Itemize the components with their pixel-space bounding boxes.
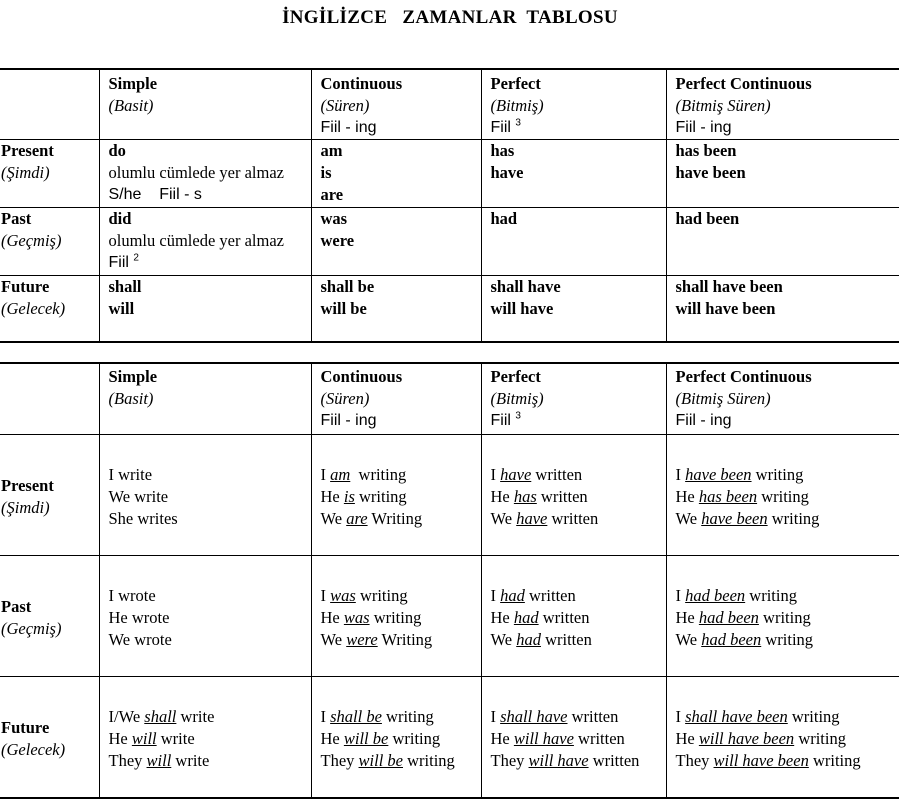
auxiliary-row-present	[0, 140, 899, 208]
aux-present-simple: do olumlu cümlede yer almaz S/he Fiil - s	[99, 140, 311, 208]
auxiliary-row-past	[0, 208, 899, 276]
example-present-continuous: I am writing He is writing We are Writing	[311, 435, 481, 556]
example-future-continuous: I shall be writing He will be writing They will be writing	[311, 677, 481, 799]
aux-present-perfect: has have	[481, 140, 666, 208]
header-perfect-continuous: Perfect Continuous (Bitmiş Süren) Fiil - ing	[666, 69, 899, 140]
example-present-perfect: I have written He has written We have written	[481, 435, 666, 556]
aux-future-perfect-continuous: shall have been will have been	[666, 276, 899, 343]
header-perfect: Perfect (Bitmiş) Fiil $^3$	[481, 69, 666, 140]
example-past-continuous: I was writing He was writing We were Writing	[311, 556, 481, 677]
row-label-past: Past (Geçmiş)	[0, 556, 99, 677]
example-future-perfect: I shall have written He will have written They will have written	[481, 677, 666, 799]
examples-row-future	[0, 677, 899, 799]
example-past-perfect-continuous: I had been writing He had been writing We had been writing	[666, 556, 899, 677]
example-future-perfect-continuous: I shall have been writing He will have been writing They will have been writing	[666, 677, 899, 799]
header-perfect-continuous: Perfect Continuous (Bitmiş Süren) Fiil - ing	[666, 363, 899, 435]
aux-past-perfect-continuous: had been	[666, 208, 899, 276]
aux-present-continuous: am is are	[311, 140, 481, 208]
aux-past-continuous: was were	[311, 208, 481, 276]
row-label-present: Present (Şimdi)	[0, 435, 99, 556]
page-title: İNGİLİZCE ZAMANLAR TABLOSU	[282, 7, 618, 28]
auxiliary-table	[0, 68, 899, 343]
examples-row-present	[0, 435, 899, 556]
example-past-simple: I wrote He wrote We wrote	[99, 556, 311, 677]
row-label-past: Past (Geçmiş)	[0, 208, 99, 276]
aux-future-simple: shall will	[99, 276, 311, 343]
example-future-simple: I/We shall write He will write They will write	[99, 677, 311, 799]
examples-table-header-row	[0, 363, 899, 435]
corner-cell	[0, 363, 99, 435]
corner-cell	[0, 69, 99, 140]
auxiliary-table-header-row	[0, 69, 899, 140]
auxiliary-row-future	[0, 276, 899, 343]
examples-table	[0, 362, 899, 799]
header-simple: Simple (Basit)	[99, 363, 311, 435]
header-continuous: Continuous (Süren) Fiil - ing	[311, 69, 481, 140]
aux-future-continuous: shall be will be	[311, 276, 481, 343]
examples-row-past	[0, 556, 899, 677]
example-present-perfect-continuous: I have been writing He has been writing We have been writing	[666, 435, 899, 556]
header-perfect: Perfect (Bitmiş) Fiil $^3$	[481, 363, 666, 435]
example-present-simple: I write We write She writes	[99, 435, 311, 556]
row-label-future: Future (Gelecek)	[0, 677, 99, 799]
row-label-present: Present (Şimdi)	[0, 140, 99, 208]
aux-future-perfect: shall have will have	[481, 276, 666, 343]
example-past-perfect: I had written He had written We had written	[481, 556, 666, 677]
aux-past-perfect: had	[481, 208, 666, 276]
header-simple: Simple (Basit)	[99, 69, 311, 140]
row-label-future: Future (Gelecek)	[0, 276, 99, 343]
aux-present-perfect-continuous: has been have been	[666, 140, 899, 208]
aux-past-simple: did olumlu cümlede yer almaz Fiil $^2$	[99, 208, 311, 276]
header-continuous: Continuous (Süren) Fiil - ing	[311, 363, 481, 435]
